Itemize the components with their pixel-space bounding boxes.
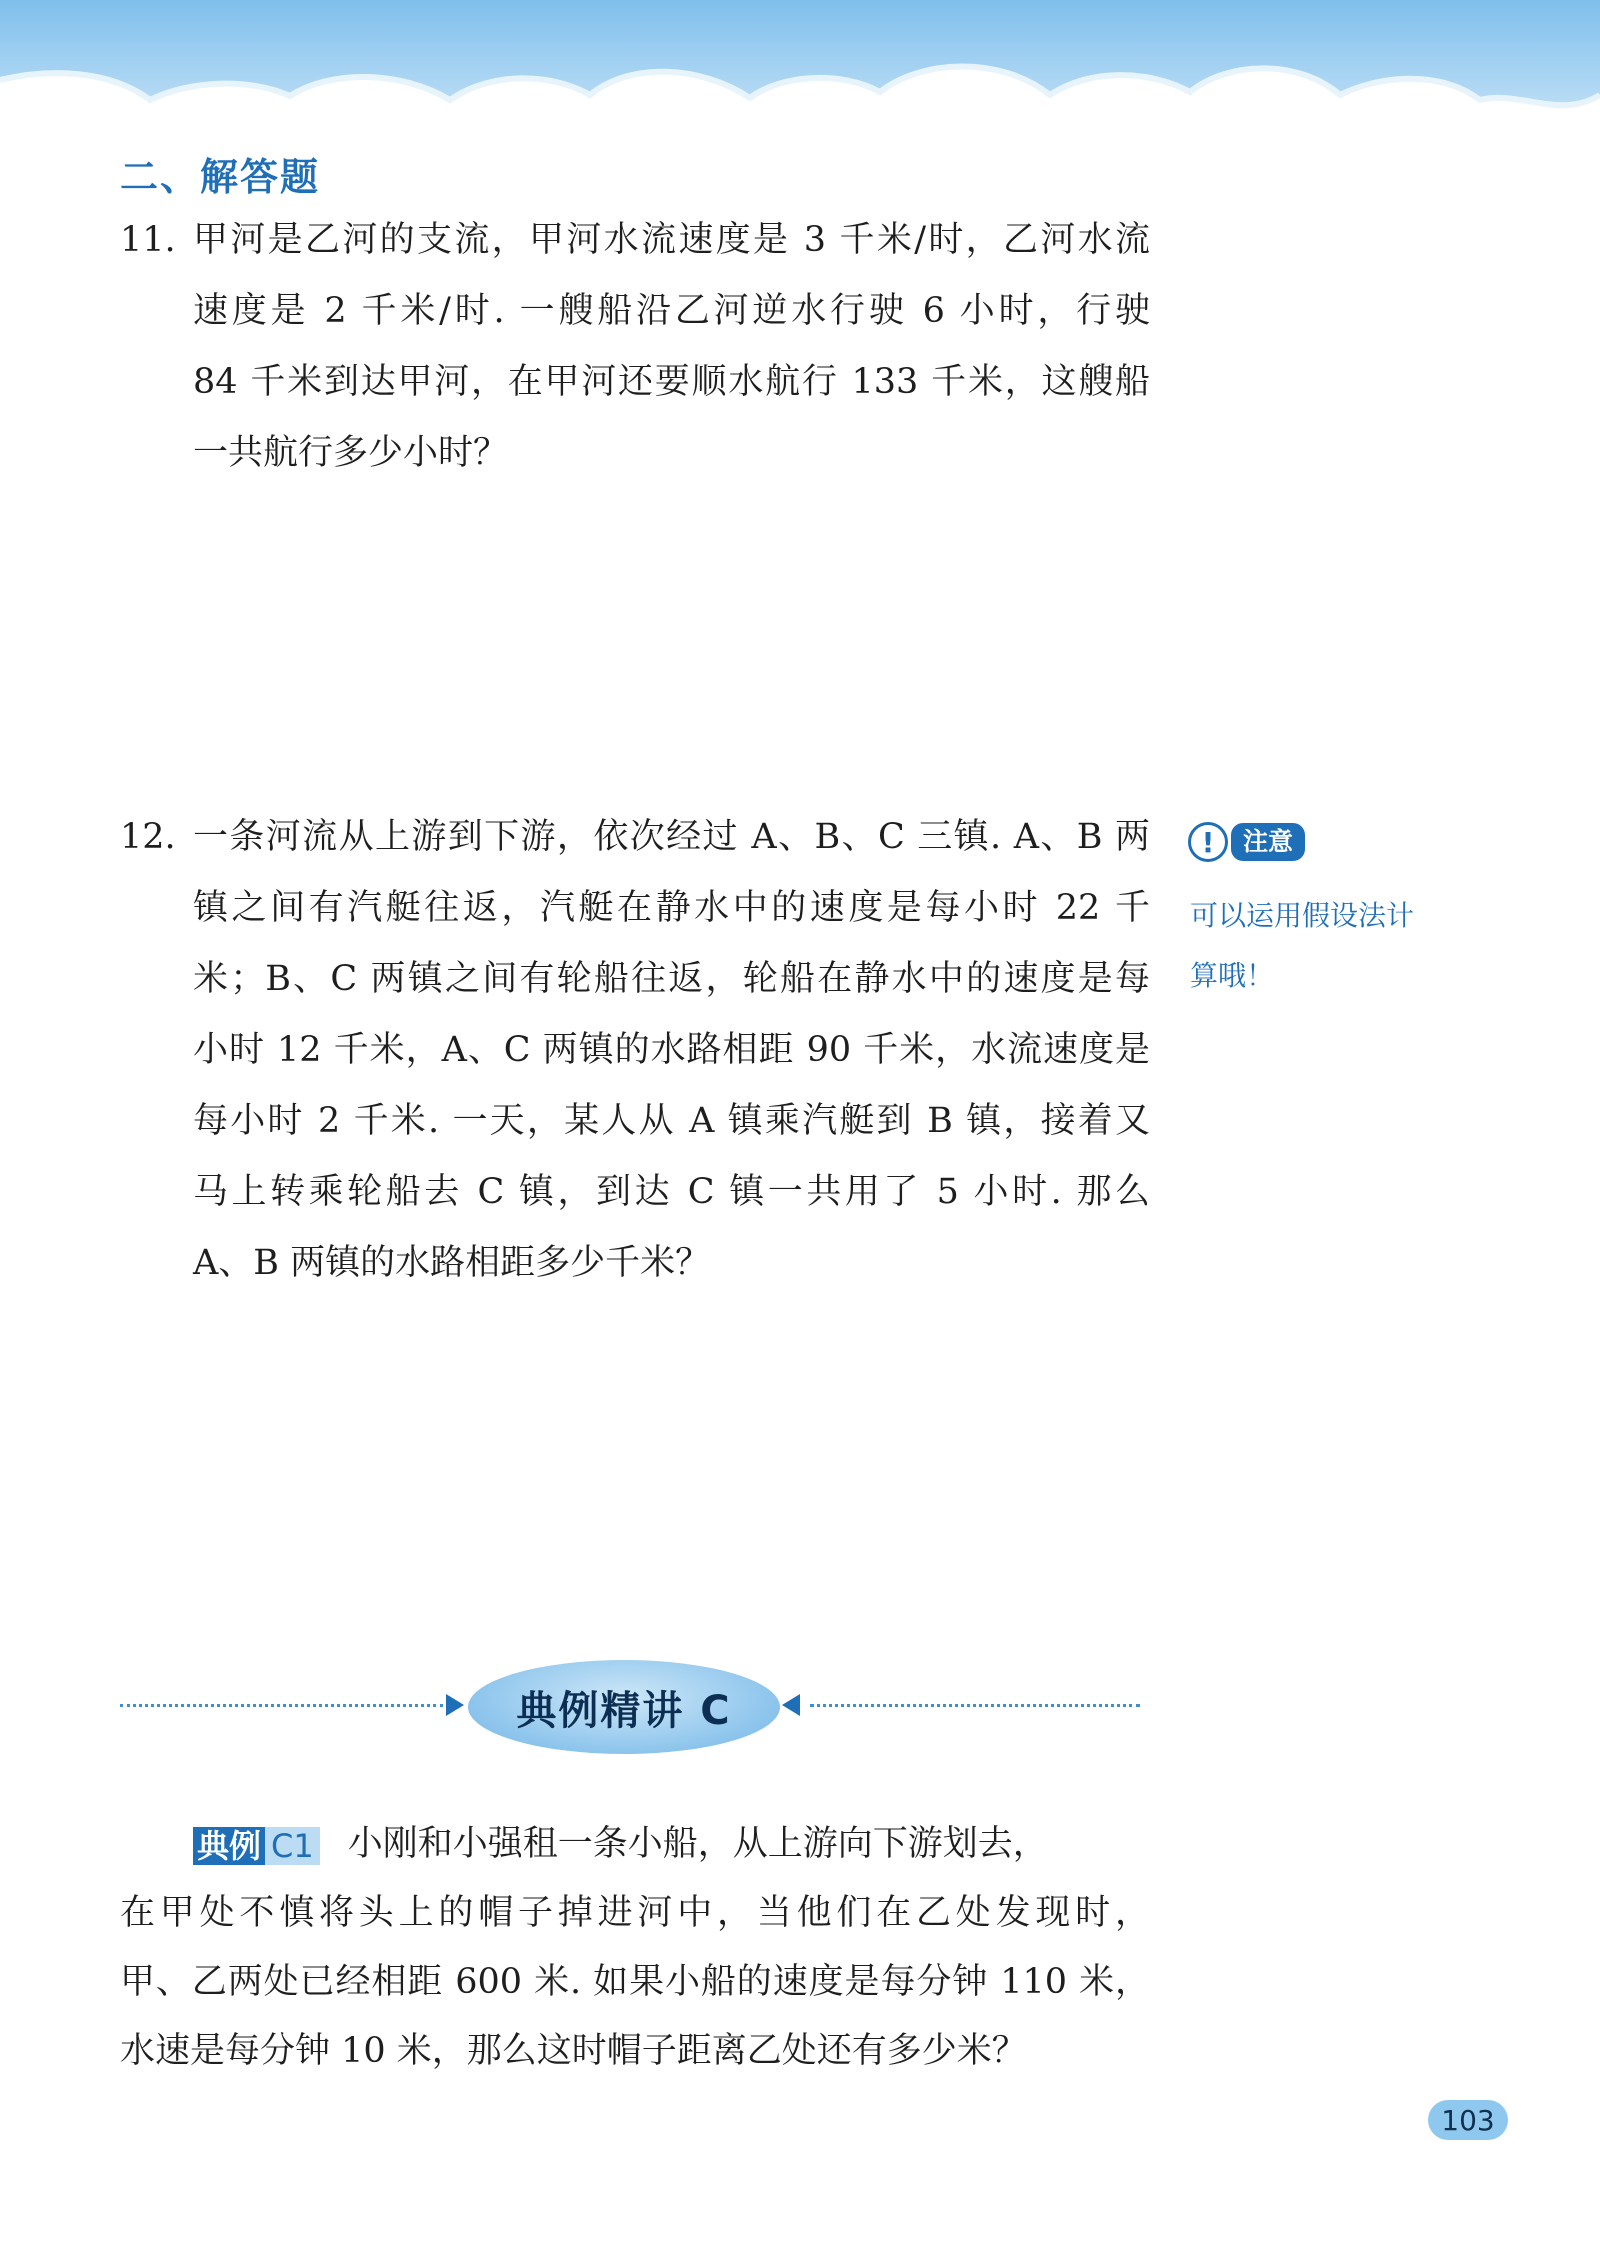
example-line: 水速是每分钟 10 米，那么这时帽子距离乙处还有多少米？ [120,2031,1027,2071]
exclamation-icon: ! [1188,822,1228,862]
problem-12 [120,802,1150,1299]
note-header [1188,819,1305,865]
section-title: 二、解答题 [120,155,321,199]
problem-line: 每小时 2 千米. 一天，某人从 A 镇乘汽艇到 B 镇，接着又 [193,1101,1150,1141]
page-number: 103 [1428,2100,1508,2140]
note-line: 算哦！ [1190,959,1275,992]
problem-line: A、B 两镇的水路相距多少千米？ [193,1243,711,1283]
arrow-right-icon [446,1694,464,1716]
example-text: 小刚和小强租一条小船，从上游向下游划去， [347,1824,1048,1864]
problem-line: 甲河是乙河的支流，甲河水流速度是 3 千米/时，乙河水流 [193,220,1150,260]
example-line: 在甲处不慎将头上的帽子掉进河中，当他们在乙处发现时， [120,1893,1150,1933]
problem-line: 镇之间有汽艇往返，汽艇在静水中的速度是每小时 22 千 [193,888,1150,928]
sky-cloud-banner [0,0,1600,150]
problem-11 [120,205,1150,489]
example-section-banner [468,1660,780,1754]
note-line: 可以运用假设法计 [1190,899,1415,932]
problem-line: 米；B、C 两镇之间有轮船往返，轮船在静水中的速度是每 [193,959,1150,999]
example-badge-label: 典例 [193,1827,265,1865]
problem-line: 速度是 2 千米/时. 一艘船沿乙河逆水行驶 6 小时，行驶 [193,291,1150,331]
problem-number: 11. [120,220,176,260]
example-section-title: 典例精讲 C [516,1687,732,1734]
problem-line: 一共航行多少小时？ [193,433,509,473]
note-text [1190,886,1490,1006]
example-line [120,1810,1150,1879]
problem-line: 84 千米到达甲河，在甲河还要顺水航行 133 千米，这艘船 [193,362,1150,402]
divider-dotted-right [810,1704,1140,1707]
example-line: 甲、乙两处已经相距 600 米. 如果小船的速度是每分钟 110 米， [120,1962,1150,2002]
problem-number: 12. [120,817,176,857]
problem-line: 一条河流从上游到下游，依次经过 A、B、C 三镇. A、B 两 [193,817,1150,857]
problem-line: 小时 12 千米，A、C 两镇的水路相距 90 千米，水流速度是 [193,1030,1150,1070]
example-c1 [120,1810,1150,2086]
divider-dotted-left [120,1704,443,1707]
example-badge [193,1826,320,1866]
example-badge-id: C1 [265,1827,320,1865]
arrow-left-icon [782,1694,800,1716]
note-label: 注意 [1231,823,1305,861]
problem-line: 马上转乘轮船去 C 镇，到达 C 镇一共用了 5 小时. 那么 [193,1172,1150,1212]
